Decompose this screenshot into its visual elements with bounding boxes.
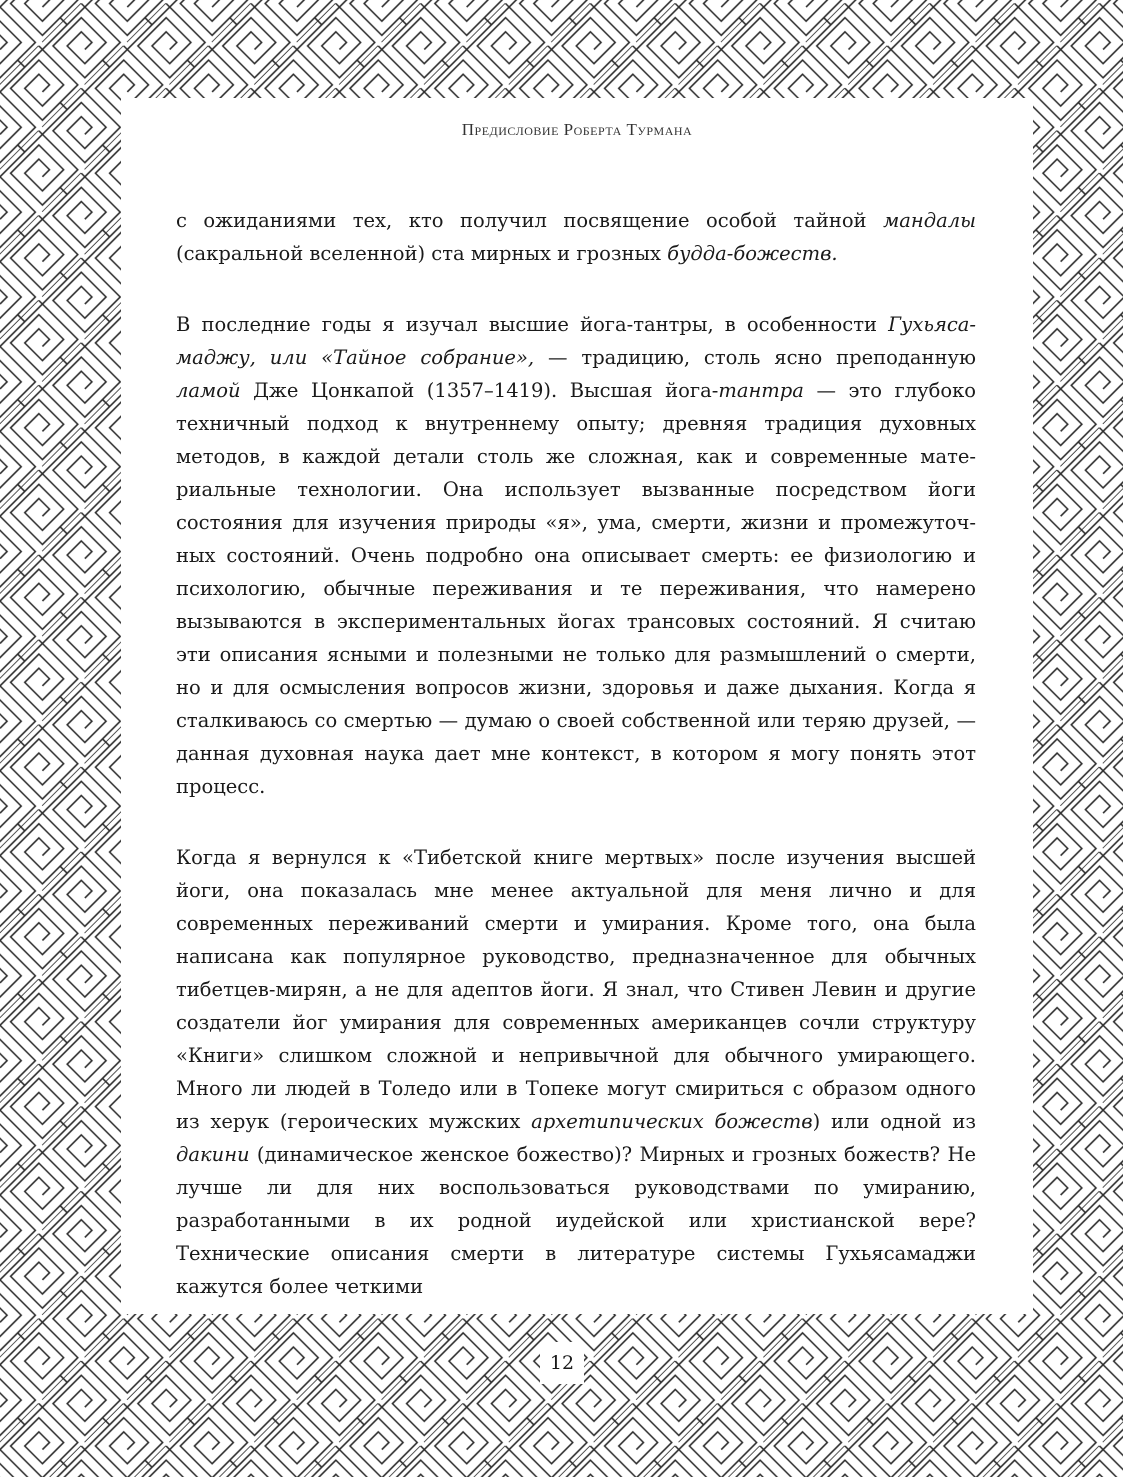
paragraph	[176, 204, 976, 270]
text-run: ) или одной из	[812, 1110, 976, 1133]
italic-term: ламой	[176, 379, 241, 402]
body-text	[176, 204, 976, 1303]
text-run: В последние годы я изучал высшие йога-тантры, в особенности	[176, 313, 889, 336]
paragraph	[176, 308, 976, 803]
text-run: — это глубоко техничный подход к внутреннему опыту; древняя традиция духовных методов, в каждой детали столь же сложная, как и современные материальные технологии. Она использует вызванные посредством йоги состояния для изучения природы «я», ума, смерти, жизни и промежуточных состояний. Очень подробно она описывает смерть: ее физиологию и психологию, обычные переживания и те переживания, что намерено вызываются в экспериментальных йогах трансовых состояний. Я считаю эти описания ясными и полезными не только для размышлений о смерти, но и для осмысления вопросов жизни, здоровья и даже дыхания. Когда я сталкиваюсь со смертью — думаю о своей собственной или теряю друзей, — данная духовная наука дает мне контекст, в котором я могу понять этот процесс.	[176, 379, 976, 798]
italic-term: Гухьясамаджу, или «Тайное собрание»,	[176, 313, 976, 369]
italic-term: тантра	[718, 379, 804, 402]
text-run: Когда я вернулся к «Тибетской книге мертвых» после изучения высшей йоги, она показалась мне менее актуальной для меня лично и для современных переживаний смерти и умирания. Кроме того, она была написана как популярное руководство, предназначенное для обычных тибетцев-мирян, а не для адептов йоги. Я знал, что Стивен Левин и другие создатели йог умирания для современных американцев сочли структуру «Книги» слишком сложной и непривычной для обычного умирающего. Много ли людей в Толедо или в Топеке могут смириться с образом одного из херук (героических мужских	[176, 846, 976, 1133]
text-run: — традицию, столь ясно преподанную	[534, 346, 976, 369]
text-panel	[121, 98, 1033, 1314]
text-run: (динамическое женское божество)? Мирных и грозных божеств? Не лучше ли для них воспользоваться руководствами по умиранию, разработанными в их родной иудейской или христианской вере? Технические описания смерти в литературе системы Гухьясамаджи кажутся более четкими	[176, 1143, 976, 1298]
text-run: (сакральной вселенной) ста мирных и грозных	[176, 242, 668, 265]
italic-term: будда-божеств.	[667, 242, 838, 265]
italic-term: мандалы	[883, 209, 976, 232]
italic-term: архетипических божеств	[531, 1110, 813, 1133]
text-run: с ожиданиями тех, кто получил посвящение особой тайной	[176, 209, 884, 232]
paragraph	[176, 841, 976, 1303]
page-number: 12	[540, 1342, 584, 1384]
italic-term: дакини	[176, 1143, 250, 1166]
running-header: Предисловие Роберта Турмана	[461, 120, 693, 139]
text-run: Дже Цонкапой (1357–1419). Высшая йога-	[240, 379, 719, 402]
